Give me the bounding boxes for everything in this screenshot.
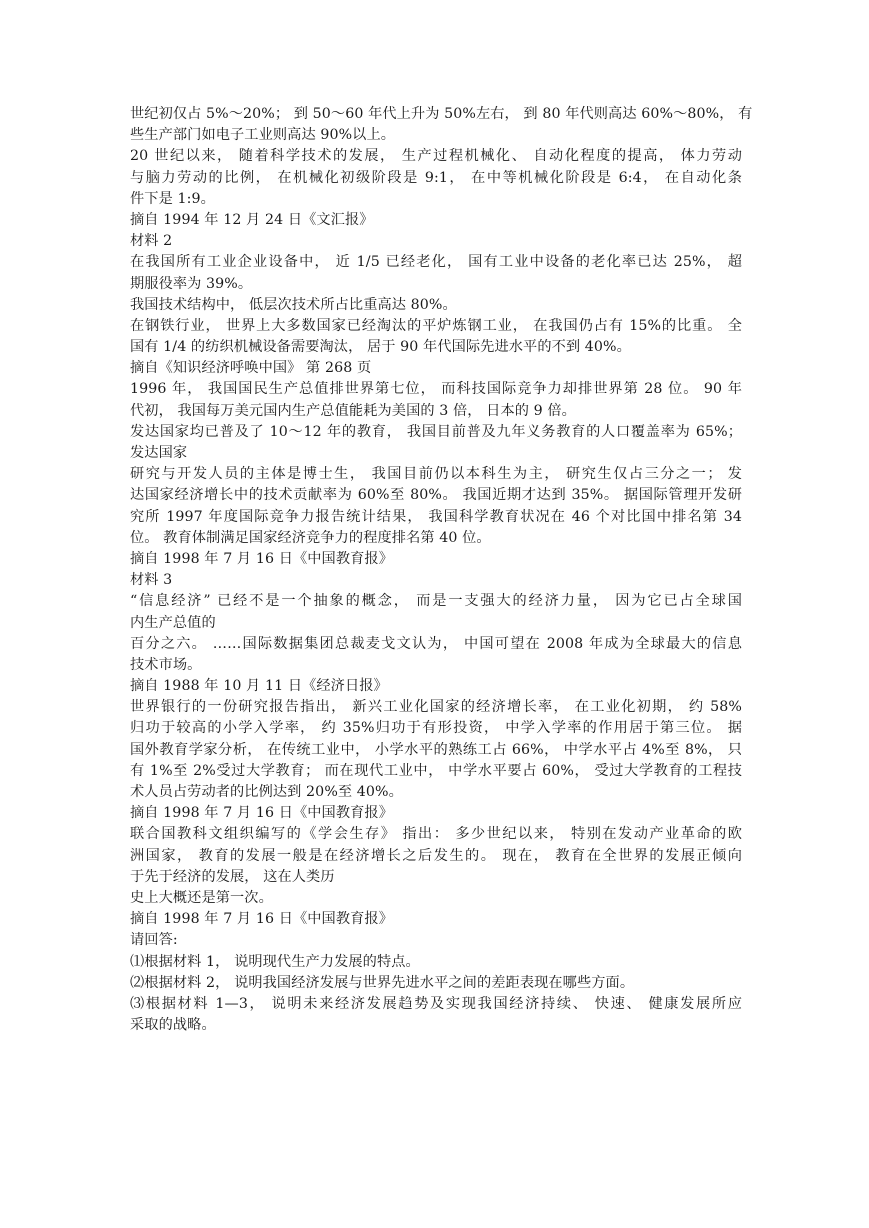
question-item: ⑴根据材料 1， 说明现代生产力发展的特点。 xyxy=(130,953,420,970)
material-heading: 材料 2 xyxy=(130,233,173,250)
question-item: ⑶根据材料 1—3， 说明未来经济发展趋势及实现我国经济持续、 快速、 健康发展所应 xyxy=(130,995,742,1012)
text-line: 洲国家， 教育的发展一般是在经济增长之后发生的。 现在， 教育在全世界的发展正倾向 xyxy=(130,847,742,864)
source-citation: 摘自 1998 年 7 月 16 日《中国教育报》 xyxy=(130,805,393,822)
document-body xyxy=(130,104,753,1036)
source-citation: 摘自 1988 年 10 月 11 日《经济日报》 xyxy=(130,678,388,695)
text-line: 期服役率为 39%。 xyxy=(130,275,253,292)
question-item: ⑵根据材料 2， 说明我国经济发展与世界先进水平之间的差距表现在哪些方面。 xyxy=(130,974,635,991)
source-citation: 摘自《知识经济呼唤中国》 第 268 页 xyxy=(130,360,372,377)
material-heading: 材料 3 xyxy=(130,572,173,589)
source-citation: 摘自 1994 年 12 月 24 日《文汇报》 xyxy=(130,211,374,228)
text-line: 归功于较高的小学入学率， 约 35%归功于有形投资， 中学入学率的作用居于第三位。 据 xyxy=(130,720,742,737)
text-line: 国外教育学家分析， 在传统工业中， 小学水平的熟练工占 66%， 中学水平占 4%至 8%， 只 xyxy=(130,741,742,758)
source-citation: 摘自 1998 年 7 月 16 日《中国教育报》 xyxy=(130,911,393,928)
text-line: 百分之六。 ……国际数据集团总裁麦戈文认为， 中国可望在 2008 年成为全球最大的信息 xyxy=(130,635,742,652)
text-line: 我国技术结构中， 低层次技术所占比重高达 80%。 xyxy=(130,296,457,313)
text-line: 1996 年， 我国国民生产总值排世界第七位， 而科技国际竞争力却排世界第 28 位。 90 年 xyxy=(130,381,742,398)
text-line: “信息经济” 已经不是一个抽象的概念， 而是一支强大的经济力量， 因为它已占全球国 xyxy=(130,593,742,610)
source-citation: 摘自 1998 年 7 月 16 日《中国教育报》 xyxy=(130,550,393,567)
text-line: 究所 1997 年度国际竞争力报告统计结果， 我国科学教育状况在 46 个对比国中排名第 34 xyxy=(130,508,742,525)
text-line: 达国家经济增长中的技术贡献率为 60%至 80%。 我国近期才达到 35%。 据国际管理开发研 xyxy=(130,487,742,504)
text-line: 有 1%至 2%受过大学教育； 而在现代工业中， 中学水平要占 60%， 受过大学教育的工程技 xyxy=(130,762,742,779)
text-line: 世纪初仅占 5%～20%； 到 50～60 年代上升为 50%左右， 到 80 年代则高达 60%～80%， 有 xyxy=(130,106,753,122)
question-item: 采取的战略。 xyxy=(130,1017,216,1034)
question-heading: 请回答: xyxy=(130,932,178,949)
text-line: 20 世纪以来， 随着科学技术的发展， 生产过程机械化、 自动化程度的提高， 体力劳动 xyxy=(130,148,742,165)
text-line: 与脑力劳动的比例， 在机械化初级阶段是 9:1， 在中等机械化阶段是 6:4， 在自动化条 xyxy=(130,169,742,186)
text-line: 技术市场。 xyxy=(130,656,202,673)
text-line: 术人员占劳动者的比例达到 20%至 40%。 xyxy=(130,784,403,800)
text-line: 在钢铁行业， 世界上大多数国家已经淘汰的平炉炼钢工业， 在我国仍占有 15%的比重。 全 xyxy=(130,317,742,334)
text-line: 于先于经济的发展， 这在人类历 xyxy=(130,868,335,885)
text-line: 在我国所有工业企业设备中， 近 1/5 已经老化， 国有工业中设备的老化率已达 25%， 超 xyxy=(130,254,742,271)
text-line: 发达国家均已普及了 10～12 年的教育， 我国目前普及九年义务教育的人口覆盖率为 65%； xyxy=(130,423,742,440)
text-line: 些生产部门如电子工业则高达 90%以上。 xyxy=(130,127,396,144)
text-line: 内生产总值的 xyxy=(130,614,216,631)
text-line: 国有 1/4 的纺织机械设备需要淘汰， 居于 90 年代国际先进水平的不到 40%。 xyxy=(130,339,631,356)
text-line: 位。 教育体制满足国家经济竞争力的程度排名第 40 位。 xyxy=(130,529,491,546)
text-line: 史上大概还是第一次。 xyxy=(130,889,273,906)
text-line: 代初， 我国每万美元国内生产总值能耗为美国的 3 倍， 日本的 9 倍。 xyxy=(130,402,576,419)
text-line: 世界银行的一份研究报告指出， 新兴工业化国家的经济增长率， 在工业化初期， 约 58% xyxy=(130,699,742,716)
text-line: 发达国家 xyxy=(130,445,188,461)
text-line: 研究与开发人员的主体是博士生， 我国目前仍以本科生为主， 研究生仅占三分之一； 发 xyxy=(130,466,742,483)
text-line: 件下是 1:9。 xyxy=(130,190,215,207)
text-line: 联合国教科文组织编写的《学会生存》 指出： 多少世纪以来， 特别在发动产业革命的欧 xyxy=(130,826,742,843)
